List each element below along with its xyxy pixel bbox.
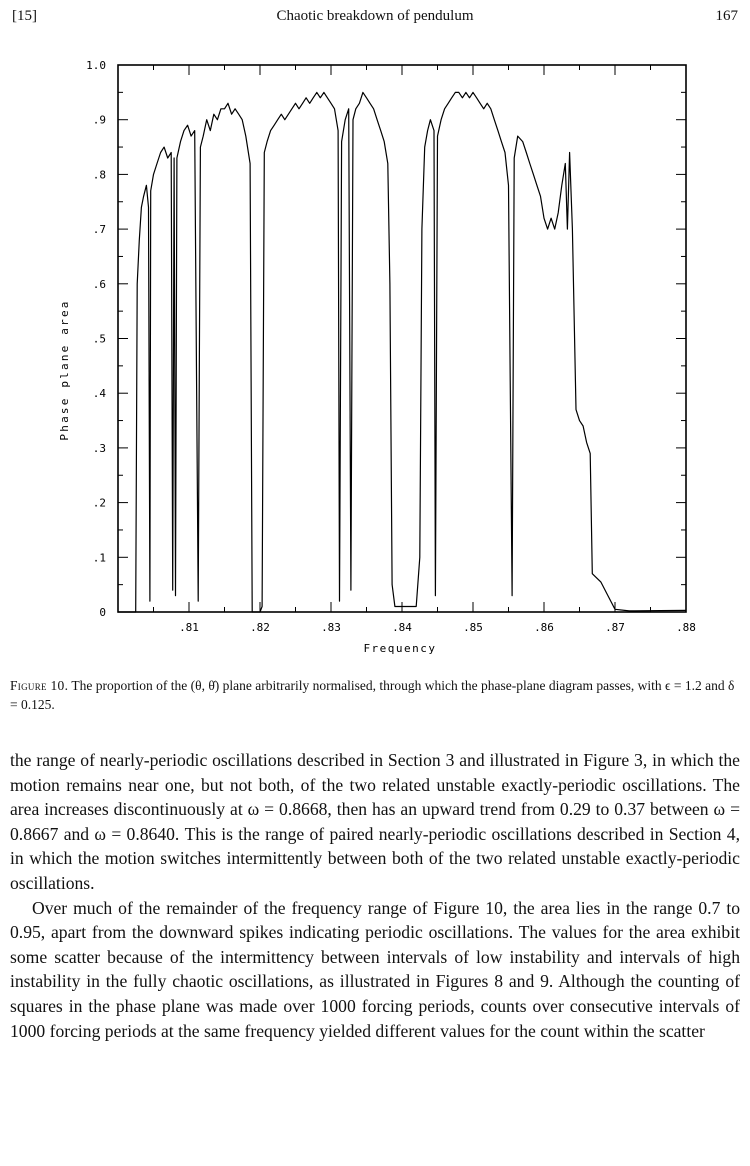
x-tick-label: .81 bbox=[179, 621, 199, 634]
x-tick-label: .82 bbox=[250, 621, 270, 634]
y-tick-label: .8 bbox=[92, 168, 106, 182]
running-title: Chaotic breakdown of pendulum bbox=[276, 8, 474, 24]
x-tick-labels bbox=[179, 621, 696, 634]
y-tick-label: .6 bbox=[92, 277, 106, 291]
x-axis-label: Frequency bbox=[363, 642, 437, 655]
y-tick-labels bbox=[86, 59, 106, 619]
x-tick-label: .83 bbox=[321, 621, 341, 634]
body-text bbox=[10, 748, 740, 1043]
figure-caption-text: The proportion of the (θ, θ̇) plane arbitrarily normalised, through which the phase-plane diagram passes, with ϵ = 1.2 and δ = 0.125. bbox=[10, 678, 735, 712]
x-tick-label: .88 bbox=[676, 621, 696, 634]
y-tick-label: .9 bbox=[92, 113, 106, 127]
figure-caption bbox=[10, 676, 740, 714]
y-tick-label: .1 bbox=[92, 551, 106, 565]
y-tick-label: 1.0 bbox=[86, 59, 106, 72]
y-tick-label: .4 bbox=[92, 387, 106, 401]
y-tick-label: .5 bbox=[92, 332, 106, 346]
paragraph-2: Over much of the remainder of the frequency range of Figure 10, the area lies in the range 0.7 to 0.95, apart from the downward spikes indicating periodic oscillations. The values for the area exhibit some scatter because of the intermittency between intervals of low instability and intervals of high instability in the fully chaotic oscillations, as illustrated in Figures 8 and 9. Although the counting of squares in the phase plane was made over 1000 forcing periods, counts over consecutive intervals of 1000 forcing periods at the same frequency yielded different values for the count within the scatter bbox=[10, 897, 740, 1041]
axis-ticks bbox=[118, 65, 686, 612]
x-tick-label: .86 bbox=[534, 621, 554, 634]
y-tick-label: 0 bbox=[99, 606, 106, 619]
running-head bbox=[12, 8, 738, 28]
y-tick-label: .7 bbox=[92, 223, 106, 237]
series-line-phase-plane-area bbox=[118, 92, 686, 612]
x-tick-label: .85 bbox=[463, 621, 483, 634]
x-tick-label: .84 bbox=[392, 621, 412, 634]
y-tick-label: .3 bbox=[92, 441, 106, 455]
figure-caption-label: Figure 10. bbox=[10, 678, 69, 693]
x-tick-label: .87 bbox=[605, 621, 625, 634]
page-number: 167 bbox=[715, 8, 738, 24]
y-axis-label: Phase plane area bbox=[58, 299, 71, 441]
section-number: [15] bbox=[12, 8, 37, 24]
paragraph-1: the range of nearly-periodic oscillations described in Section 3 and illustrated in Figure 3, in which the motion remains near one, but not both, of the two related unstable exactly-periodic oscillations. The area increases discontinuously at ω = 0.8668, then has an upward trend from 0.29 to 0.37 between ω = 0.8667 and ω = 0.8640. This is the range of paired nearly-periodic oscillations described in Section 4, in which the motion switches intermittently between both of the two related unstable exactly-periodic oscillations. bbox=[10, 750, 740, 893]
y-tick-label: .2 bbox=[92, 496, 106, 510]
plot-frame bbox=[118, 65, 686, 612]
phase-plane-area-chart bbox=[0, 40, 750, 670]
